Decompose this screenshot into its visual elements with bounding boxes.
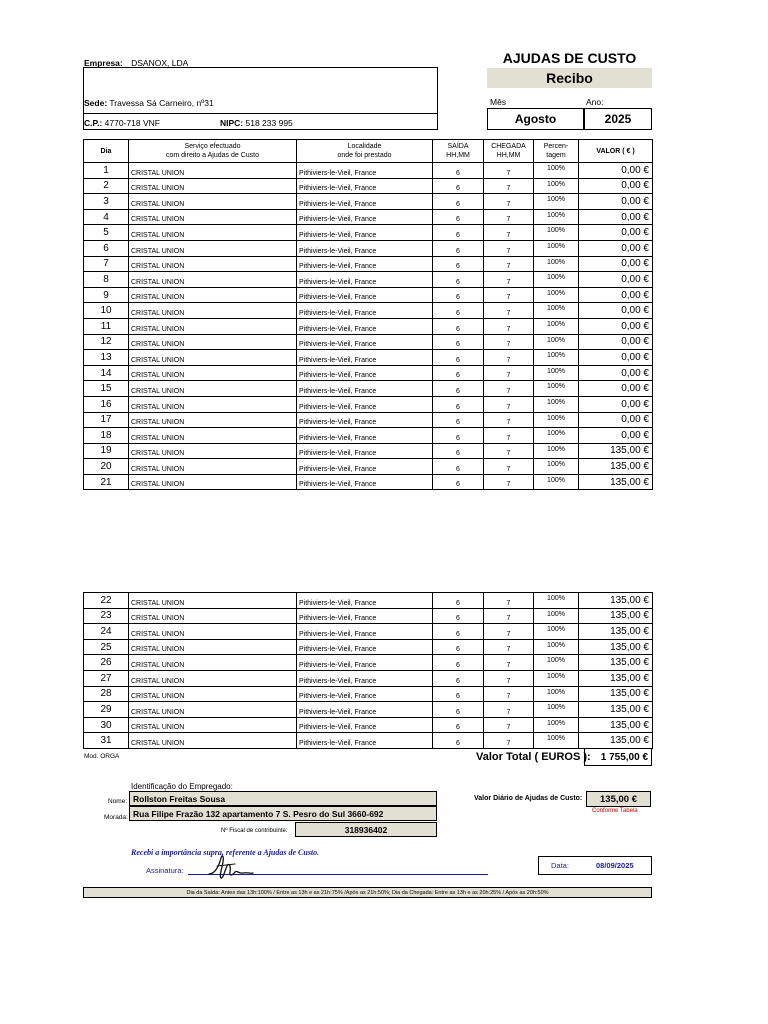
row-localidade: Pithiviers-le-Vieil, France <box>297 365 433 381</box>
row-chegada: 7 <box>484 240 534 256</box>
row-localidade: Pithiviers-le-Vieil, France <box>297 350 433 366</box>
row-servico: CRISTAL UNION <box>129 365 297 381</box>
row-chegada: 7 <box>484 256 534 272</box>
total-value: 1 755,00 € <box>584 748 652 766</box>
row-percentagem: 100% <box>534 163 579 179</box>
row-chegada: 7 <box>484 733 534 749</box>
table-row <box>84 474 653 490</box>
row-percentagem: 100% <box>534 459 579 475</box>
row-percentagem: 100% <box>534 365 579 381</box>
row-servico: CRISTAL UNION <box>129 459 297 475</box>
row-localidade: Pithiviers-le-Vieil, France <box>297 443 433 459</box>
valor-diario-label: Valor Diário de Ajudas de Custo: <box>474 795 583 802</box>
row-percentagem: 100% <box>534 303 579 319</box>
row-saida: 6 <box>433 209 484 225</box>
row-saida: 6 <box>433 443 484 459</box>
row-valor: 0,00 € <box>579 225 653 241</box>
row-dia: 30 <box>84 717 129 733</box>
row-percentagem: 100% <box>534 178 579 194</box>
row-percentagem: 100% <box>534 593 579 609</box>
row-localidade: Pithiviers-le-Vieil, France <box>297 256 433 272</box>
nipc-line <box>220 118 293 128</box>
row-saida: 6 <box>433 272 484 288</box>
row-dia: 6 <box>84 240 129 256</box>
sede-label: Sede: <box>84 98 108 108</box>
row-saida: 6 <box>433 639 484 655</box>
row-chegada: 7 <box>484 334 534 350</box>
row-saida: 6 <box>433 593 484 609</box>
recebi-text: Recebi a importância supra, referente a Ajudas de Custo. <box>131 848 320 857</box>
table-row <box>84 194 653 210</box>
nipc-label: NIPC: <box>220 118 244 128</box>
row-saida: 6 <box>433 365 484 381</box>
row-percentagem: 100% <box>534 639 579 655</box>
table-row <box>84 350 653 366</box>
row-saida: 6 <box>433 256 484 272</box>
row-valor: 0,00 € <box>579 209 653 225</box>
row-saida: 6 <box>433 412 484 428</box>
row-servico: CRISTAL UNION <box>129 287 297 303</box>
row-chegada: 7 <box>484 225 534 241</box>
ano-value: 2025 <box>584 108 652 130</box>
row-valor: 0,00 € <box>579 240 653 256</box>
row-dia: 29 <box>84 702 129 718</box>
row-localidade: Pithiviers-le-Vieil, France <box>297 670 433 686</box>
row-percentagem: 100% <box>534 624 579 640</box>
nome-field: Rollston Freitas Sousa <box>129 791 437 806</box>
row-saida: 6 <box>433 240 484 256</box>
signature-icon <box>205 852 255 882</box>
table-row <box>84 396 653 412</box>
row-dia: 1 <box>84 163 129 179</box>
row-chegada: 7 <box>484 350 534 366</box>
header-chegada: CHEGADA HH,MM <box>484 140 534 163</box>
row-saida: 6 <box>433 334 484 350</box>
row-chegada: 7 <box>484 624 534 640</box>
row-saida: 6 <box>433 702 484 718</box>
row-percentagem: 100% <box>534 381 579 397</box>
row-percentagem: 100% <box>534 225 579 241</box>
row-dia: 28 <box>84 686 129 702</box>
row-dia: 15 <box>84 381 129 397</box>
table-row <box>84 318 653 334</box>
row-localidade: Pithiviers-le-Vieil, France <box>297 593 433 609</box>
row-dia: 26 <box>84 655 129 671</box>
row-localidade: Pithiviers-le-Vieil, France <box>297 639 433 655</box>
conforme-tabela: Conforme Tabela <box>592 808 638 814</box>
row-servico: CRISTAL UNION <box>129 163 297 179</box>
row-localidade: Pithiviers-le-Vieil, France <box>297 381 433 397</box>
table-row <box>84 272 653 288</box>
nipc-value: 518 233 995 <box>245 118 293 128</box>
row-percentagem: 100% <box>534 412 579 428</box>
row-localidade: Pithiviers-le-Vieil, France <box>297 303 433 319</box>
row-servico: CRISTAL UNION <box>129 256 297 272</box>
cp-value: 4770-718 VNF <box>104 118 160 128</box>
row-chegada: 7 <box>484 287 534 303</box>
row-dia: 27 <box>84 670 129 686</box>
row-chegada: 7 <box>484 428 534 444</box>
row-percentagem: 100% <box>534 717 579 733</box>
row-dia: 5 <box>84 225 129 241</box>
row-servico: CRISTAL UNION <box>129 670 297 686</box>
row-percentagem: 100% <box>534 474 579 490</box>
row-saida: 6 <box>433 225 484 241</box>
header-valor: VALOR ( € ) <box>579 140 653 163</box>
row-saida: 6 <box>433 608 484 624</box>
row-percentagem: 100% <box>534 334 579 350</box>
row-servico: CRISTAL UNION <box>129 225 297 241</box>
row-valor: 135,00 € <box>579 717 653 733</box>
row-valor: 135,00 € <box>579 670 653 686</box>
row-localidade: Pithiviers-le-Vieil, France <box>297 163 433 179</box>
row-valor: 0,00 € <box>579 334 653 350</box>
row-valor: 0,00 € <box>579 272 653 288</box>
row-servico: CRISTAL UNION <box>129 717 297 733</box>
row-dia: 21 <box>84 474 129 490</box>
row-percentagem: 100% <box>534 733 579 749</box>
row-localidade: Pithiviers-le-Vieil, France <box>297 287 433 303</box>
total-label: Valor Total ( EUROS ): <box>476 751 591 763</box>
table-row <box>84 639 653 655</box>
table-row <box>84 178 653 194</box>
identificacao-label: Identificação do Empregado: <box>131 782 233 791</box>
row-chegada: 7 <box>484 639 534 655</box>
row-dia: 10 <box>84 303 129 319</box>
row-dia: 19 <box>84 443 129 459</box>
table-row <box>84 655 653 671</box>
row-localidade: Pithiviers-le-Vieil, France <box>297 717 433 733</box>
row-servico: CRISTAL UNION <box>129 686 297 702</box>
row-servico: CRISTAL UNION <box>129 443 297 459</box>
table-row <box>84 608 653 624</box>
data-value: 08/09/2025 <box>596 861 634 870</box>
row-saida: 6 <box>433 717 484 733</box>
row-dia: 23 <box>84 608 129 624</box>
row-valor: 0,00 € <box>579 318 653 334</box>
nif-field: 318936402 <box>295 822 437 837</box>
row-dia: 20 <box>84 459 129 475</box>
row-percentagem: 100% <box>534 209 579 225</box>
table-row <box>84 287 653 303</box>
row-valor: 135,00 € <box>579 733 653 749</box>
header-percentagem: Percen- tagem <box>534 140 579 163</box>
table-row <box>84 334 653 350</box>
row-servico: CRISTAL UNION <box>129 350 297 366</box>
row-localidade: Pithiviers-le-Vieil, France <box>297 178 433 194</box>
row-saida: 6 <box>433 428 484 444</box>
sede-value: Travessa Sá Carneiro, nº31 <box>109 98 214 108</box>
row-percentagem: 100% <box>534 608 579 624</box>
row-percentagem: 100% <box>534 287 579 303</box>
row-valor: 0,00 € <box>579 303 653 319</box>
row-chegada: 7 <box>484 412 534 428</box>
row-percentagem: 100% <box>534 702 579 718</box>
row-valor: 135,00 € <box>579 474 653 490</box>
row-valor: 0,00 € <box>579 194 653 210</box>
row-dia: 25 <box>84 639 129 655</box>
mes-value: Agosto <box>487 108 584 130</box>
row-saida: 6 <box>433 655 484 671</box>
row-servico: CRISTAL UNION <box>129 593 297 609</box>
table-row <box>84 240 653 256</box>
table-row <box>84 428 653 444</box>
header-saida: SAÍDA HH,MM <box>433 140 484 163</box>
row-dia: 17 <box>84 412 129 428</box>
row-chegada: 7 <box>484 318 534 334</box>
row-localidade: Pithiviers-le-Vieil, France <box>297 428 433 444</box>
row-saida: 6 <box>433 670 484 686</box>
row-saida: 6 <box>433 178 484 194</box>
data-label: Data: <box>551 861 569 870</box>
morada-field: Rua Filipe Frazão 132 apartamento 7 S. Pesro do Sul 3660-692 <box>129 806 437 821</box>
row-servico: CRISTAL UNION <box>129 178 297 194</box>
row-valor: 0,00 € <box>579 163 653 179</box>
row-percentagem: 100% <box>534 655 579 671</box>
valor-diario-value: 135,00 € <box>586 791 651 807</box>
row-valor: 135,00 € <box>579 686 653 702</box>
row-saida: 6 <box>433 733 484 749</box>
row-saida: 6 <box>433 381 484 397</box>
header-localidade: Localidade onde foi prestado <box>297 140 433 163</box>
row-dia: 9 <box>84 287 129 303</box>
assinatura-label: Assinatura: <box>146 866 184 875</box>
row-servico: CRISTAL UNION <box>129 474 297 490</box>
row-percentagem: 100% <box>534 443 579 459</box>
row-dia: 11 <box>84 318 129 334</box>
row-localidade: Pithiviers-le-Vieil, France <box>297 272 433 288</box>
row-chegada: 7 <box>484 459 534 475</box>
row-localidade: Pithiviers-le-Vieil, France <box>297 474 433 490</box>
row-servico: CRISTAL UNION <box>129 412 297 428</box>
row-localidade: Pithiviers-le-Vieil, France <box>297 194 433 210</box>
row-saida: 6 <box>433 396 484 412</box>
row-localidade: Pithiviers-le-Vieil, France <box>297 225 433 241</box>
table-header-row <box>84 140 653 163</box>
table-row <box>84 209 653 225</box>
table-row <box>84 702 653 718</box>
nome-label: Nome: <box>108 798 128 805</box>
row-chegada: 7 <box>484 686 534 702</box>
row-chegada: 7 <box>484 396 534 412</box>
row-percentagem: 100% <box>534 428 579 444</box>
table-row <box>84 225 653 241</box>
row-dia: 13 <box>84 350 129 366</box>
row-servico: CRISTAL UNION <box>129 733 297 749</box>
row-chegada: 7 <box>484 365 534 381</box>
row-servico: CRISTAL UNION <box>129 702 297 718</box>
table-row <box>84 443 653 459</box>
row-localidade: Pithiviers-le-Vieil, France <box>297 686 433 702</box>
row-saida: 6 <box>433 318 484 334</box>
table-row <box>84 670 653 686</box>
mod-label: Mod. ORGA <box>84 753 120 760</box>
table-row <box>84 686 653 702</box>
row-servico: CRISTAL UNION <box>129 240 297 256</box>
row-chegada: 7 <box>484 593 534 609</box>
mes-label: Mês <box>490 97 507 107</box>
row-servico: CRISTAL UNION <box>129 209 297 225</box>
morada-label: Morada: <box>104 814 128 821</box>
row-valor: 135,00 € <box>579 608 653 624</box>
table-row <box>84 381 653 397</box>
row-localidade: Pithiviers-le-Vieil, France <box>297 608 433 624</box>
row-localidade: Pithiviers-le-Vieil, France <box>297 655 433 671</box>
row-valor: 135,00 € <box>579 655 653 671</box>
row-dia: 4 <box>84 209 129 225</box>
row-dia: 24 <box>84 624 129 640</box>
document-title: AJUDAS DE CUSTO <box>502 50 637 66</box>
row-percentagem: 100% <box>534 686 579 702</box>
row-chegada: 7 <box>484 381 534 397</box>
row-chegada: 7 <box>484 194 534 210</box>
row-dia: 18 <box>84 428 129 444</box>
row-saida: 6 <box>433 194 484 210</box>
header-dia: Dia <box>84 140 129 163</box>
row-percentagem: 100% <box>534 194 579 210</box>
row-dia: 22 <box>84 593 129 609</box>
row-dia: 8 <box>84 272 129 288</box>
row-saida: 6 <box>433 303 484 319</box>
row-chegada: 7 <box>484 670 534 686</box>
row-servico: CRISTAL UNION <box>129 194 297 210</box>
document-subtitle: Recibo <box>487 68 652 88</box>
row-servico: CRISTAL UNION <box>129 624 297 640</box>
row-dia: 2 <box>84 178 129 194</box>
table-row <box>84 365 653 381</box>
row-saida: 6 <box>433 350 484 366</box>
row-percentagem: 100% <box>534 256 579 272</box>
row-dia: 14 <box>84 365 129 381</box>
empresa-value: DSANOX, LDA <box>131 58 189 68</box>
row-servico: CRISTAL UNION <box>129 334 297 350</box>
row-chegada: 7 <box>484 178 534 194</box>
nif-label: Nº Fiscal de contribuinte: <box>221 828 288 834</box>
ano-label: Ano: <box>586 97 604 107</box>
row-servico: CRISTAL UNION <box>129 639 297 655</box>
row-servico: CRISTAL UNION <box>129 428 297 444</box>
row-valor: 135,00 € <box>579 702 653 718</box>
row-saida: 6 <box>433 163 484 179</box>
row-chegada: 7 <box>484 655 534 671</box>
row-localidade: Pithiviers-le-Vieil, France <box>297 459 433 475</box>
row-saida: 6 <box>433 287 484 303</box>
sede-line <box>84 98 214 108</box>
sede-divider <box>83 113 438 114</box>
row-chegada: 7 <box>484 303 534 319</box>
table-row <box>84 303 653 319</box>
expense-table-bottom <box>83 592 653 749</box>
row-saida: 6 <box>433 624 484 640</box>
row-dia: 31 <box>84 733 129 749</box>
row-chegada: 7 <box>484 474 534 490</box>
row-percentagem: 100% <box>534 396 579 412</box>
row-valor: 135,00 € <box>579 443 653 459</box>
row-saida: 6 <box>433 474 484 490</box>
row-valor: 0,00 € <box>579 396 653 412</box>
row-localidade: Pithiviers-le-Vieil, France <box>297 318 433 334</box>
percentage-note: Dia da Saída: Antes das 13h:100% / Entre as 13h e as 21h:75% /Após as 21h:50%; Dia da Chegada: Entre as 13h e as 20h:25% / Após as 20h:50% <box>83 887 652 898</box>
table-row <box>84 256 653 272</box>
row-percentagem: 100% <box>534 350 579 366</box>
table-row <box>84 717 653 733</box>
row-servico: CRISTAL UNION <box>129 272 297 288</box>
row-localidade: Pithiviers-le-Vieil, France <box>297 412 433 428</box>
table-row <box>84 459 653 475</box>
row-percentagem: 100% <box>534 272 579 288</box>
row-servico: CRISTAL UNION <box>129 318 297 334</box>
row-valor: 0,00 € <box>579 256 653 272</box>
row-localidade: Pithiviers-le-Vieil, France <box>297 624 433 640</box>
row-localidade: Pithiviers-le-Vieil, France <box>297 334 433 350</box>
row-valor: 135,00 € <box>579 459 653 475</box>
row-chegada: 7 <box>484 272 534 288</box>
row-valor: 135,00 € <box>579 639 653 655</box>
expense-table-top <box>83 139 653 490</box>
table-row <box>84 412 653 428</box>
row-valor: 0,00 € <box>579 412 653 428</box>
row-valor: 0,00 € <box>579 381 653 397</box>
row-valor: 0,00 € <box>579 178 653 194</box>
row-chegada: 7 <box>484 443 534 459</box>
row-saida: 6 <box>433 686 484 702</box>
row-chegada: 7 <box>484 702 534 718</box>
table-row <box>84 624 653 640</box>
row-percentagem: 100% <box>534 670 579 686</box>
row-valor: 0,00 € <box>579 350 653 366</box>
row-dia: 16 <box>84 396 129 412</box>
row-saida: 6 <box>433 459 484 475</box>
table-row <box>84 593 653 609</box>
row-dia: 3 <box>84 194 129 210</box>
row-localidade: Pithiviers-le-Vieil, France <box>297 396 433 412</box>
row-dia: 12 <box>84 334 129 350</box>
row-dia: 7 <box>84 256 129 272</box>
row-chegada: 7 <box>484 608 534 624</box>
row-valor: 135,00 € <box>579 593 653 609</box>
row-valor: 135,00 € <box>579 624 653 640</box>
row-servico: CRISTAL UNION <box>129 381 297 397</box>
row-localidade: Pithiviers-le-Vieil, France <box>297 240 433 256</box>
row-chegada: 7 <box>484 717 534 733</box>
row-percentagem: 100% <box>534 318 579 334</box>
cp-label: C.P.: <box>84 118 103 128</box>
row-valor: 0,00 € <box>579 365 653 381</box>
row-chegada: 7 <box>484 209 534 225</box>
row-servico: CRISTAL UNION <box>129 655 297 671</box>
row-servico: CRISTAL UNION <box>129 608 297 624</box>
table-row <box>84 733 653 749</box>
row-localidade: Pithiviers-le-Vieil, France <box>297 702 433 718</box>
row-servico: CRISTAL UNION <box>129 303 297 319</box>
row-servico: CRISTAL UNION <box>129 396 297 412</box>
row-localidade: Pithiviers-le-Vieil, France <box>297 733 433 749</box>
empresa-label: Empresa: <box>84 58 123 68</box>
row-localidade: Pithiviers-le-Vieil, France <box>297 209 433 225</box>
cp-line <box>84 118 160 128</box>
row-percentagem: 100% <box>534 240 579 256</box>
row-valor: 0,00 € <box>579 428 653 444</box>
table-row <box>84 163 653 179</box>
header-servico: Serviço efectuado com direito a Ajudas de Custo <box>129 140 297 163</box>
row-valor: 0,00 € <box>579 287 653 303</box>
row-chegada: 7 <box>484 163 534 179</box>
